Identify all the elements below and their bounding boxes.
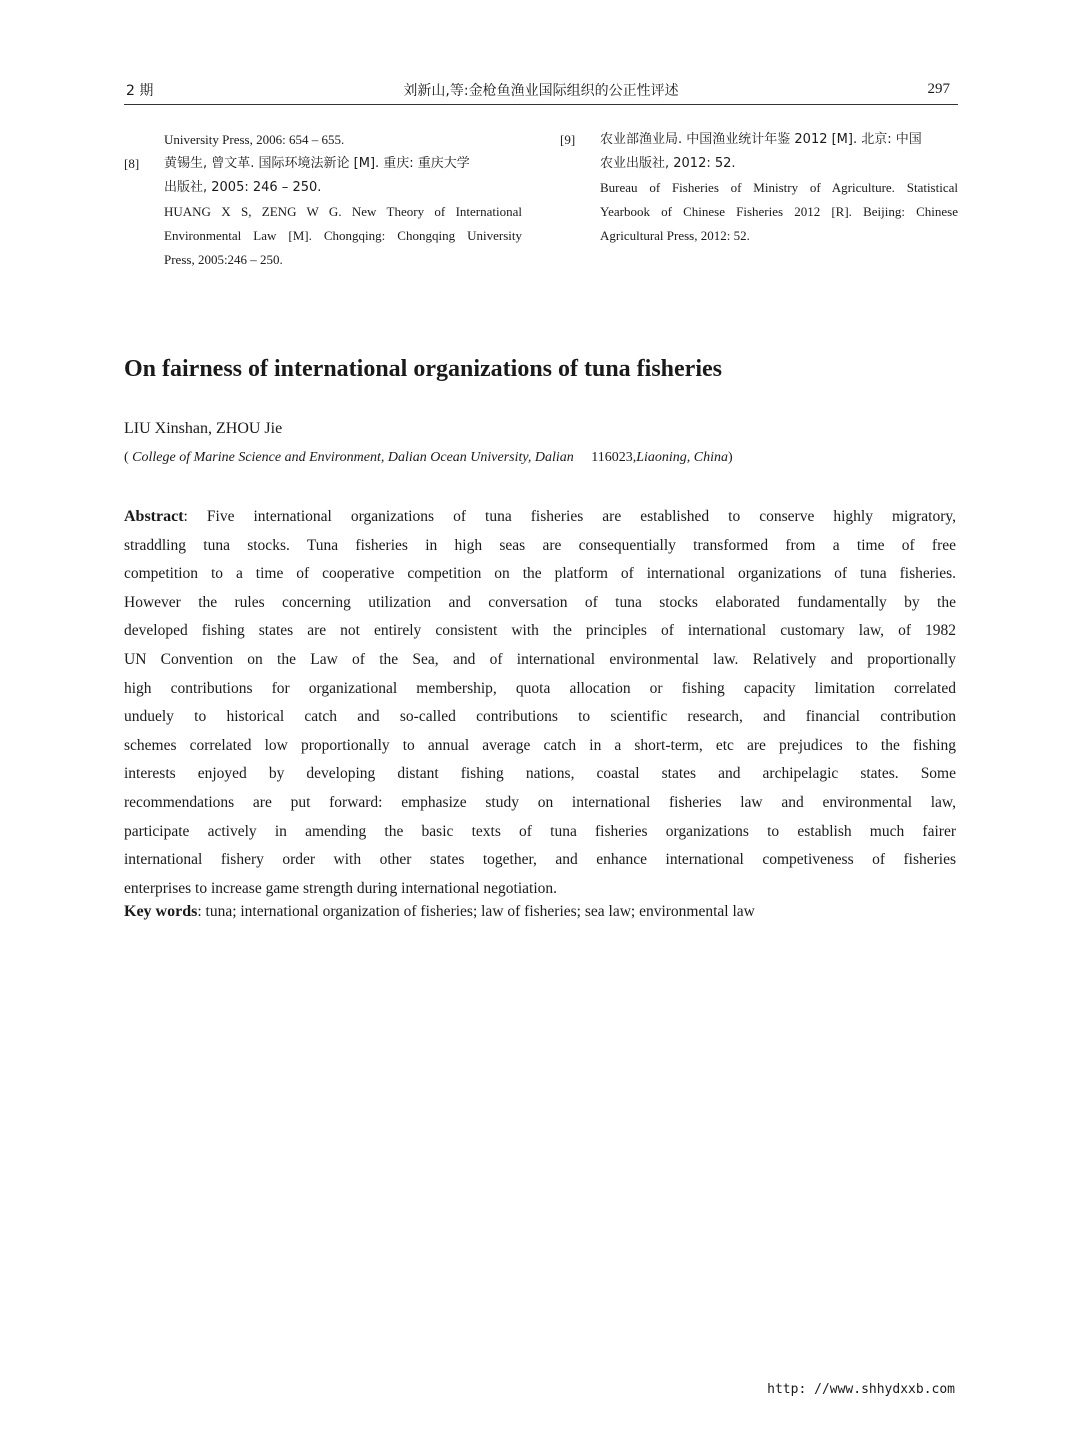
reference-line: Press, 2005:246 – 250. [164, 252, 283, 267]
abstract-line: high contributions for organizational membership, quota allocation or fishing capacity limitation correlated [124, 679, 956, 697]
abstract-label: Abstract [124, 508, 184, 525]
article-title: On fairness of international organizations of tuna fisheries [124, 356, 722, 382]
reference-line: Bureau of Fisheries of Ministry of Agriculture. Statistical [600, 180, 958, 195]
reference-entry-8 [124, 152, 522, 272]
abstract-line: straddling tuna stocks. Tuna fisheries in high seas are consequentially transformed from a time of free [124, 536, 956, 554]
reference-entry-7-continued [124, 128, 522, 152]
abstract-line [124, 503, 956, 532]
references-right-column [560, 128, 958, 248]
reference-number: [9] [560, 132, 576, 147]
abstract-line: unduely to historical catch and so-called contributions to scientific research, and financial contribution [124, 708, 956, 726]
keywords-label: Key words [124, 903, 198, 920]
running-title: 刘新山,等:金枪鱼渔业国际组织的公正性评述 [403, 83, 679, 99]
reference-line: 农业部渔业局. 中国渔业统计年鉴 2012 [M]. 北京: 中国 [600, 132, 922, 147]
affiliation-postcode: 116023, [591, 450, 637, 465]
abstract-line: UN Convention on the Law of the Sea, and of international environmental law. Relatively and proportionally [124, 650, 956, 668]
issue-label: 2 期 [126, 83, 154, 99]
reference-line: 黄锡生, 曾文革. 国际环境法新论 [M]. 重庆: 重庆大学 [164, 156, 470, 171]
reference-entry-9 [560, 128, 958, 248]
affiliation-close-paren: ) [728, 450, 733, 465]
article-authors: LIU Xinshan, ZHOU Jie [124, 420, 283, 437]
page-number: 297 [927, 81, 950, 97]
abstract-text: : Five international organizations of tuna fisheries are established to conserve highly migratory, [183, 508, 956, 525]
affiliation-region: Liaoning, China [636, 450, 729, 465]
abstract-line: competition to a time of cooperative competition on the platform of international organizations of tuna fisheries. [124, 565, 956, 583]
abstract-line: international fishery order with other states together, and enhance international competiveness of fisheries [124, 851, 956, 869]
reference-line: 农业出版社, 2012: 52. [600, 156, 736, 171]
reference-line: Environmental Law [M]. Chongqing: Chongqing University [164, 228, 522, 243]
article-affiliation [124, 450, 733, 466]
abstract-line: participate actively in amending the basic texts of tuna fisheries organizations to establish much fairer [124, 822, 956, 840]
affiliation-institution: College of Marine Science and Environment, Dalian Ocean University, Dalian [132, 450, 574, 465]
abstract-line: recommendations are put forward: emphasize study on international fisheries law and environmental law, [124, 793, 956, 811]
reference-line: Yearbook of Chinese Fisheries 2012 [R]. Beijing: Chinese [600, 204, 958, 219]
abstract-line: developed fishing states are not entirely consistent with the principles of international customary law, of 1982 [124, 622, 956, 640]
footer-url: http: //www.shhydxxb.com [767, 1382, 955, 1397]
reference-line: University Press, 2006: 654 – 655. [164, 132, 345, 147]
reference-line: HUANG X S, ZENG W G. New Theory of International [164, 204, 522, 219]
keywords-text: : tuna; international organization of fisheries; law of fisheries; sea law; environmental law [197, 903, 755, 920]
reference-line: Agricultural Press, 2012: 52. [600, 228, 750, 243]
abstract-line: interests enjoyed by developing distant fishing nations, coastal states and archipelagic states. Some [124, 765, 956, 783]
abstract-line: schemes correlated low proportionally to annual average catch in a short-term, etc are prejudices to the fishing [124, 736, 956, 754]
reference-number: [8] [124, 156, 140, 171]
abstract-line: However the rules concerning utilization and conversation of tuna stocks elaborated fundamentally by the [124, 593, 956, 611]
keywords-line [124, 903, 755, 921]
affiliation-open-paren: ( [124, 450, 129, 465]
abstract-line: enterprises to increase game strength during international negotiation. [124, 879, 558, 897]
reference-line: 出版社, 2005: 246 – 250. [164, 180, 322, 195]
references-left-column [124, 128, 522, 272]
abstract-block [124, 503, 956, 903]
page-header [124, 78, 958, 105]
